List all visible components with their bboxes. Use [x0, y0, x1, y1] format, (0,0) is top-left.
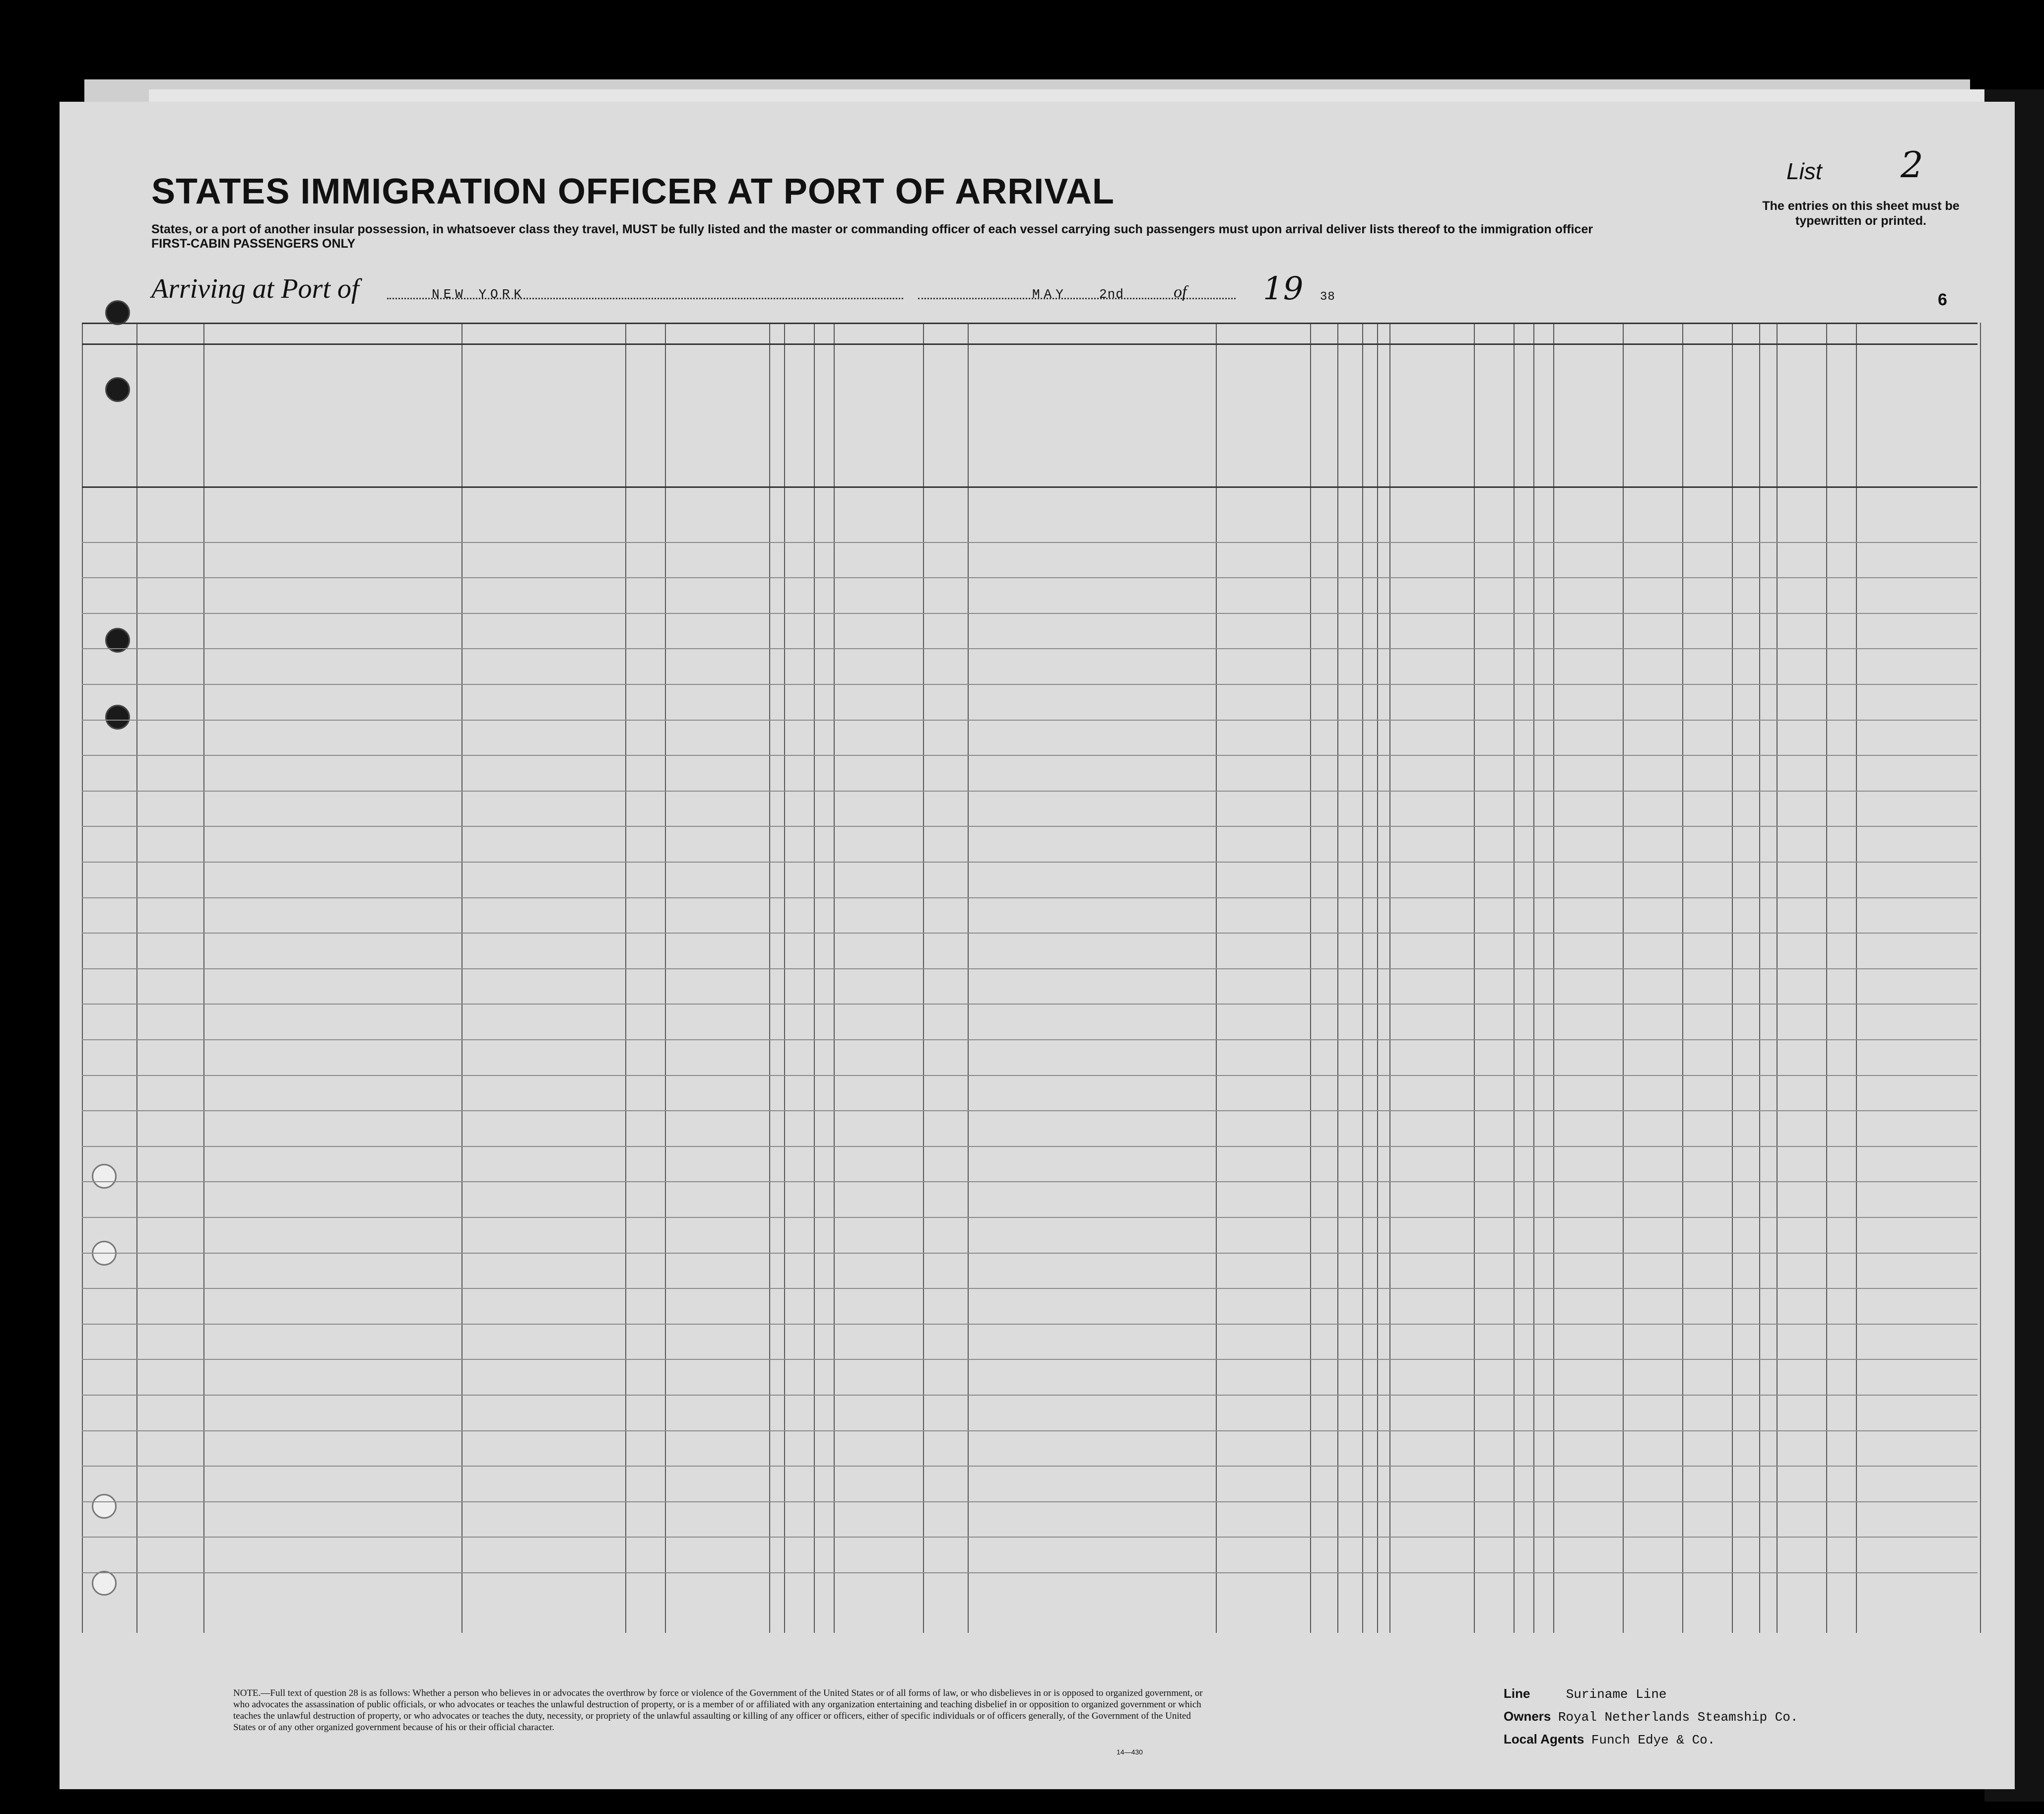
agents-row: [1504, 1728, 1798, 1751]
row-rule: [82, 648, 1978, 649]
form-title: STATES IMMIGRATION OFFICER AT PORT OF ARRIVAL: [151, 172, 1115, 211]
column-rule: [834, 323, 835, 1633]
line-value: Suriname Line: [1566, 1687, 1667, 1702]
column-rule: [923, 323, 924, 1633]
column-rule: [1553, 323, 1554, 1633]
row-rule: [82, 720, 1978, 721]
row-rule: [82, 1288, 1978, 1289]
column-rule: [814, 323, 815, 1633]
column-rule: [968, 323, 969, 1633]
row-rule: [82, 791, 1978, 792]
column-rule: [769, 323, 770, 1633]
form-instructions: States, or a port of another insular possession, in whatsoever class they travel, MUST be fully listed and the master or commanding officer of each vessel carrying such passengers must upon arrival deliver lists thereof to the immigration officer: [151, 222, 1593, 236]
column-rule: [1682, 323, 1683, 1633]
row-rule: [82, 755, 1978, 756]
list-number: 2: [1901, 144, 1923, 186]
column-rule: [1337, 323, 1338, 1633]
binder-hole-icon: [105, 300, 130, 325]
form-number: 14—430: [1117, 1748, 1143, 1756]
column-rule: [1856, 323, 1857, 1633]
row-rule: [82, 1572, 1978, 1573]
form-subtitle: [151, 222, 1593, 251]
row-rule: [82, 826, 1978, 827]
arriving-label: Arriving at Port of: [151, 273, 359, 304]
footnote-question-28: NOTE.—Full text of question 28 is as follows: Whether a person who believes in or advocates the overthrow by force or violence of the Government of the United States or of all forms of law, or who disbelieves in or is opposed to organized government, or who advocates the assassination of public officials, or who advocates or teaches the unlawful destruction of property, or is a member of or affiliated with any organization entertaining and teaching disbelief in or opposition to organized government or which teaches the unlawful destruction of property, or who advocates or teaches the duty, necessity, or propriety of the unlawful assaulting or killing of any officer or officers, either of specific individuals or of officers generally, of the Government of the United States or of any other organized government because of his or their official character.: [233, 1688, 1203, 1733]
row-rule: [82, 1075, 1978, 1076]
sheet-number: 6: [1938, 290, 1947, 309]
ship-info: [1504, 1682, 1798, 1751]
column-rule: [665, 323, 666, 1633]
column-rule: [625, 323, 626, 1633]
header-rule-top: [82, 323, 1978, 324]
row-rule: [82, 1253, 1978, 1254]
cabin-class: FIRST-CABIN PASSENGERS ONLY: [151, 237, 356, 251]
row-rule: [82, 684, 1978, 685]
owners-row: [1504, 1705, 1798, 1728]
row-rule: [82, 862, 1978, 863]
row-rule: [82, 1181, 1978, 1182]
column-rule: [1623, 323, 1624, 1633]
owners-value: Royal Netherlands Steamship Co.: [1558, 1710, 1798, 1725]
column-rule: [1377, 323, 1378, 1633]
column-rule: [1980, 323, 1981, 1633]
column-rule: [1362, 323, 1363, 1633]
manifest-table: [82, 323, 1978, 1653]
list-label: List: [1786, 158, 1822, 184]
column-rule: [1759, 323, 1760, 1633]
year-suffix: 38: [1320, 290, 1335, 304]
row-rule: [82, 542, 1978, 543]
row-rule: [82, 1395, 1978, 1396]
agents-value: Funch Edye & Co.: [1591, 1733, 1715, 1747]
row-rule: [82, 1324, 1978, 1325]
header-rule-bottom: [82, 486, 1978, 488]
day-value: 2nd: [1099, 287, 1124, 302]
column-rule: [1514, 323, 1515, 1633]
row-rule: [82, 1501, 1978, 1502]
row-rule: [82, 577, 1978, 578]
month-value: MAY: [1032, 287, 1067, 302]
agents-label: Local Agents: [1504, 1732, 1584, 1747]
column-rule: [136, 323, 137, 1633]
row-rule: [82, 897, 1978, 898]
year-prefix: 19: [1263, 270, 1304, 307]
row-rule: [82, 1004, 1978, 1005]
header-rule-numbers: [82, 343, 1978, 345]
row-rule: [82, 613, 1978, 614]
column-rule: [784, 323, 785, 1633]
owners-label: Owners: [1504, 1709, 1551, 1724]
column-rule: [1389, 323, 1390, 1633]
row-rule: [82, 933, 1978, 934]
row-rule: [82, 1359, 1978, 1360]
typewritten-note: The entries on this sheet must be typewritten or printed.: [1762, 199, 1960, 228]
of-label: of: [1174, 283, 1187, 301]
row-rule: [82, 1146, 1978, 1147]
row-rule: [82, 1537, 1978, 1538]
row-rule: [82, 968, 1978, 969]
column-rule: [1216, 323, 1217, 1633]
line-row: [1504, 1682, 1798, 1705]
column-rule: [203, 323, 204, 1633]
column-rule: [1474, 323, 1475, 1633]
line-label: Line: [1504, 1686, 1530, 1701]
row-rule: [82, 1217, 1978, 1218]
date-line: [918, 298, 1236, 299]
column-rule: [1533, 323, 1534, 1633]
port-value: NEW YORK: [432, 287, 526, 302]
column-rule: [1732, 323, 1733, 1633]
column-rule: [1826, 323, 1827, 1633]
column-rule: [1777, 323, 1778, 1633]
row-rule: [82, 1466, 1978, 1467]
row-rule: [82, 1430, 1978, 1431]
row-rule: [82, 1110, 1978, 1111]
column-rule: [1310, 323, 1311, 1633]
row-rule: [82, 1039, 1978, 1040]
column-rule: [82, 323, 83, 1633]
